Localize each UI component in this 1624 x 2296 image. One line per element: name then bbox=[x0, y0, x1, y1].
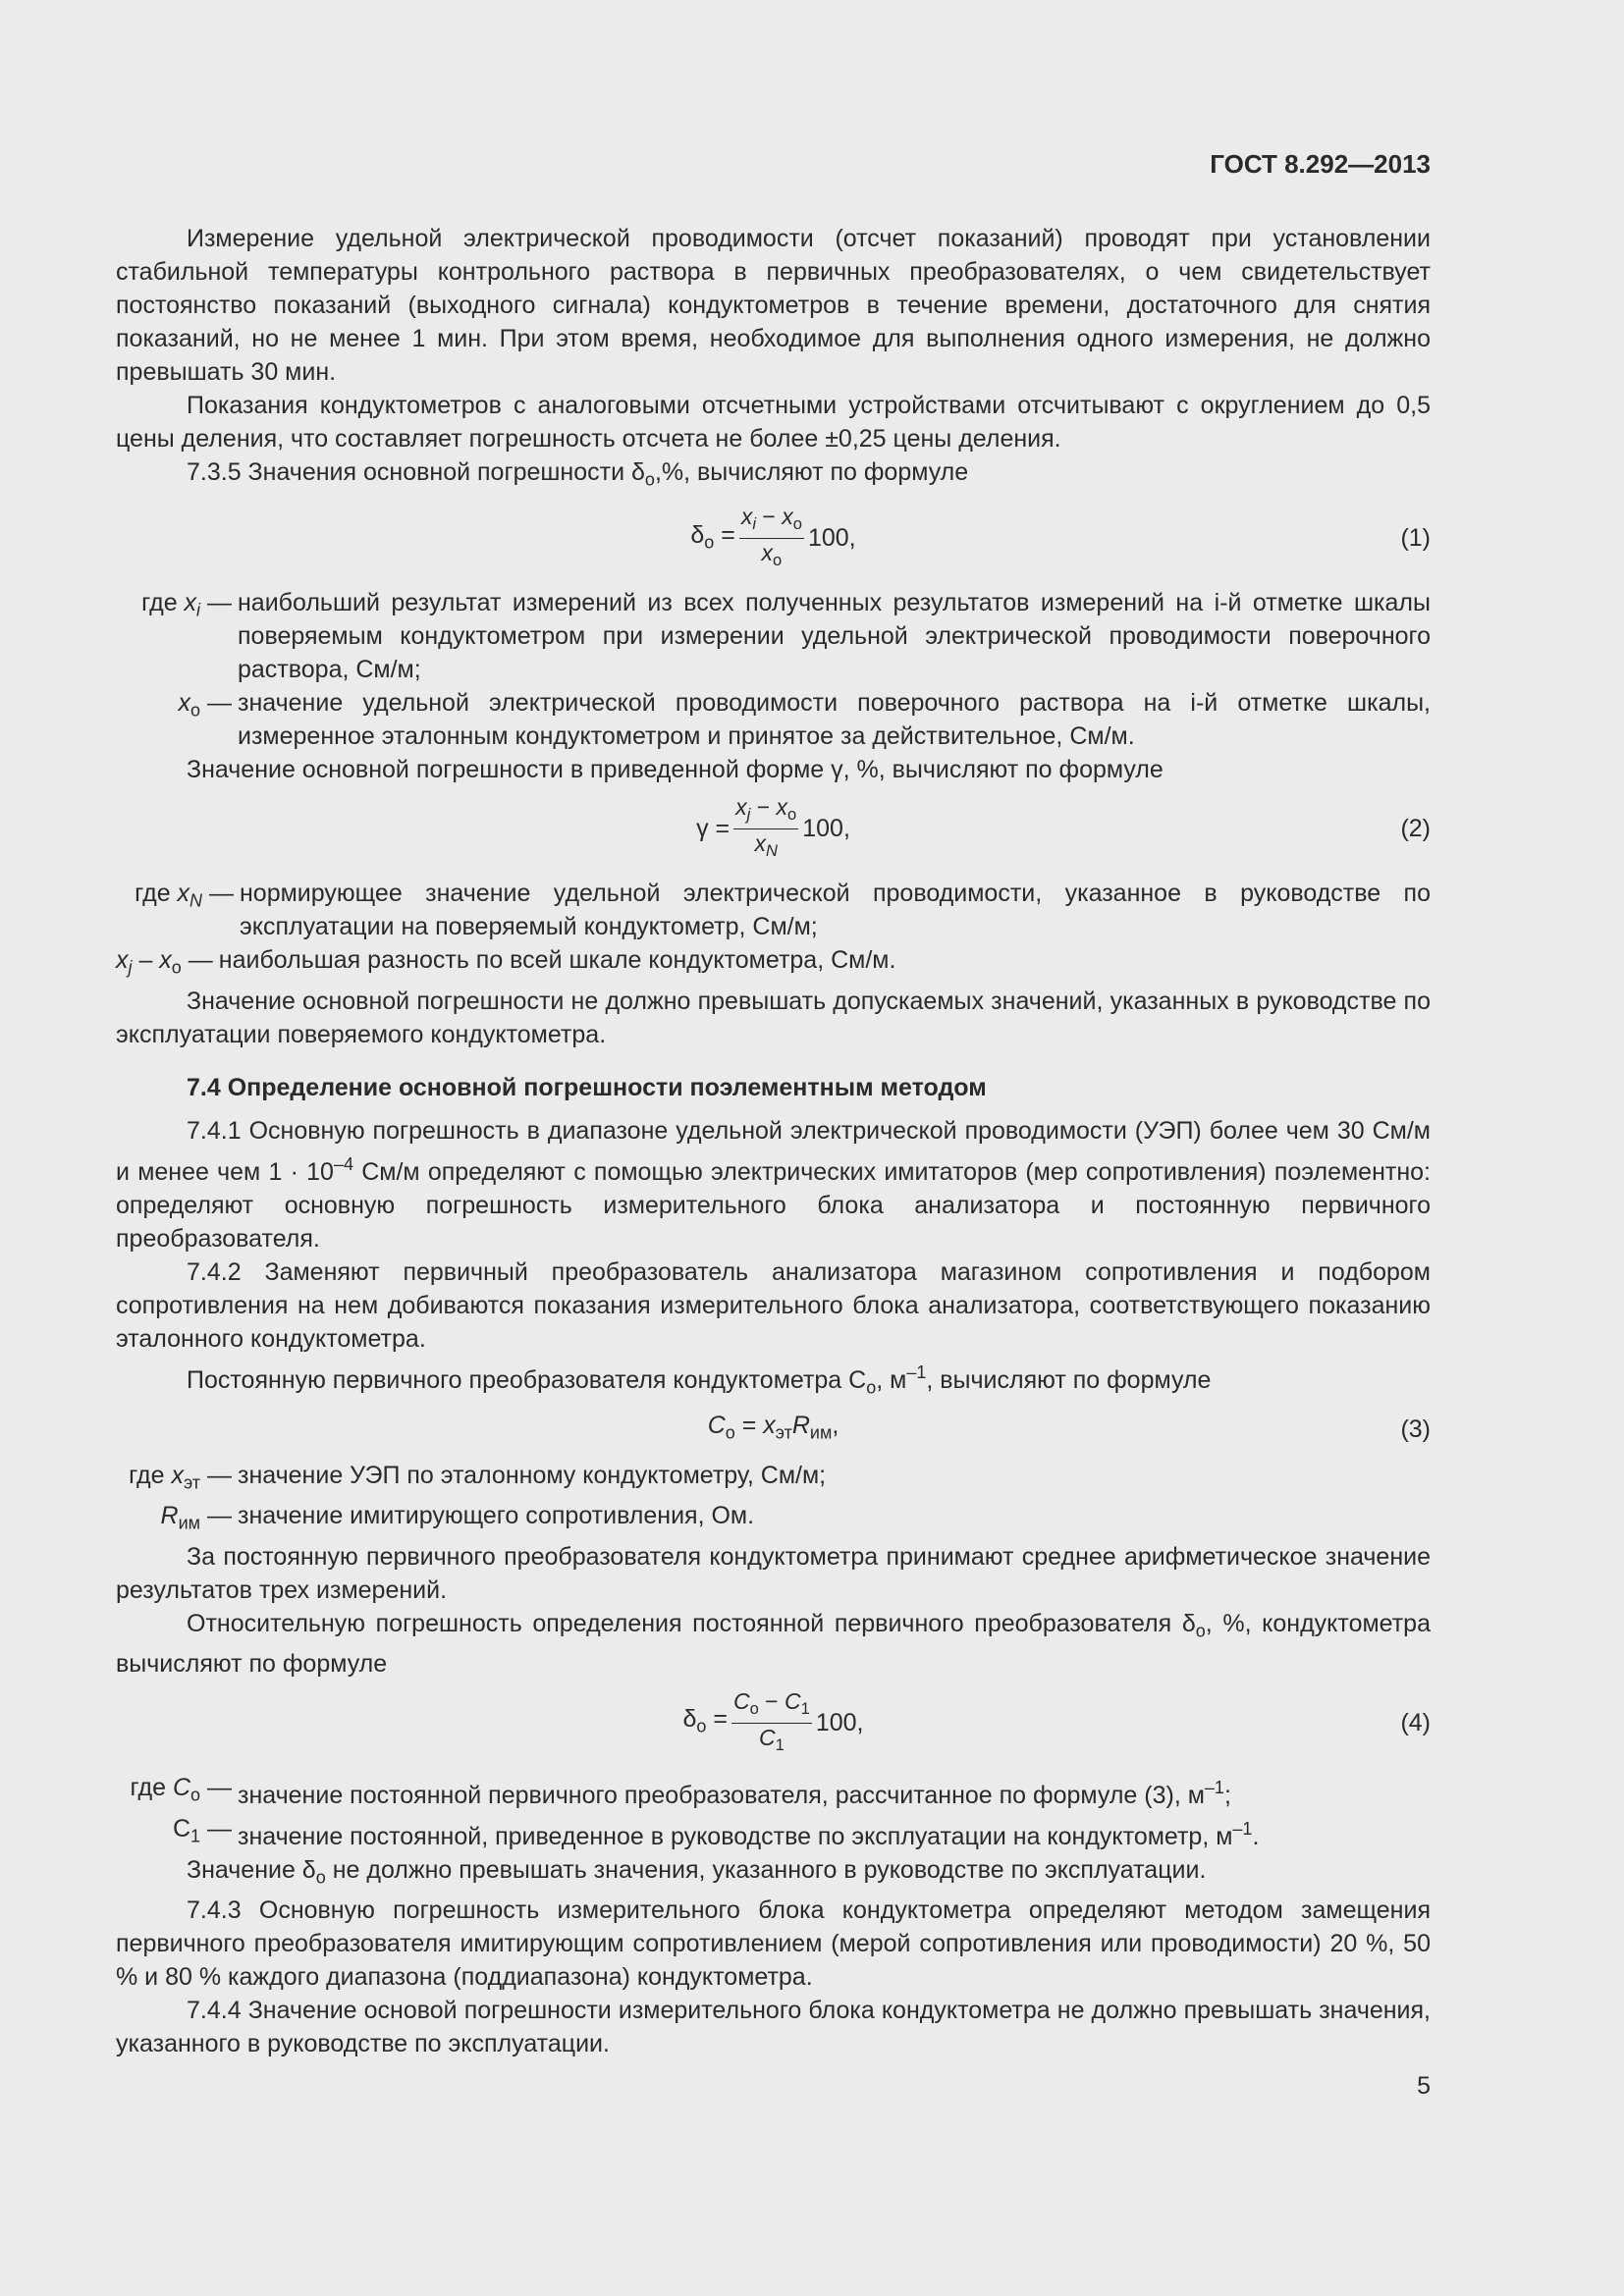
formula-2: γ = $\frac{x_j - x_о}{x_N}$ 100, (2) bbox=[696, 793, 1431, 860]
paragraph: 7.4.4 Значение основой погрешности измерительного блока кондуктометра не должно превышать значения, указанного в руководстве по эксплуатации. bbox=[116, 1997, 1431, 2058]
formula-number: (2) bbox=[1400, 815, 1431, 843]
section-heading: 7.4 Определение основной погрешности поэлементным методом bbox=[187, 1073, 987, 1101]
formula-number: (1) bbox=[1400, 524, 1431, 553]
formula-4: $\delta_о$ = $\frac{C_о - C_1}{C_1}$ 100, (4) bbox=[682, 1687, 1431, 1754]
paragraph: Относительную погрешность определения постоянной первичного преобразователя $\delta_о$, %, кондуктометра вычисляют по формуле bbox=[116, 1609, 1431, 1679]
paragraph: Показания кондуктометров с аналоговыми отсчетными устройствами отсчитывают с округлением до 0,5 цены деления, что составляет погрешность отсчета не более ±0,25 цены деления. bbox=[116, 392, 1431, 453]
formula-number: (4) bbox=[1400, 1709, 1431, 1737]
formula-3: $C_о = x_{эт}R_{им}$, (3) bbox=[116, 1408, 1431, 1451]
page-number: 5 bbox=[1417, 2072, 1431, 2100]
paragraph: Измерение удельной электрической проводимости (отсчет показаний) проводят при установлении стабильной температуры контрольного раствора в первичных преобразователях, о чем свидетельствует постоянство показаний (выходного сигнала) кондуктометров в течение времени, достаточного для снятия показаний, но не менее 1 мин. При этом время, необходимое для выполнения одного измерения, не должно превышать 30 мин. bbox=[116, 225, 1431, 386]
paragraph: Значение основной погрешности в приведенной форме γ, %, вычисляют по формуле bbox=[187, 756, 1164, 784]
legend-item: $x_j - x_о$ — наибольшая разность по всей шкале кондуктометра, См/м. bbox=[116, 946, 896, 978]
legend-item: $R_{им}$ — значение имитирующего сопротивления, Ом. bbox=[160, 1502, 755, 1533]
paragraph: 7.4.2 Заменяют первичный преобразователь анализатора магазином сопротивления и подбором сопротивления на нем добиваются показания измерительного блока анализатора, соответствующего показанию эталонного кондуктометра. bbox=[116, 1257, 1431, 1353]
legend-item: где $x_i$ — наибольший результат измерений из всех полученных результатов измерений на i-й отметке шкалы поверяемым кондуктометром при измерении удельной электрической проводимости поверочного раствора, См/м; bbox=[141, 589, 1431, 684]
paragraph: 7.4.1 Основную погрешность в диапазоне удельной электрической проводимости (УЭП) более чем 30 См/м и менее чем $1 \cdot 10^{-4}$ См/м определяют с помощью электрических имитаторов (мер сопротивления) поэлементно: определяют основную погрешность измерительного блока анализатора и постоянную первичного преобразователя. bbox=[116, 1116, 1431, 1253]
legend-item: где $C_о$ — значение постоянной первичного преобразователя, рассчитанное по формуле (3), $м^{-1}$; bbox=[130, 1774, 1231, 1810]
paragraph: Значение основной погрешности не должно превышать допускаемых значений, указанных в руководстве по эксплуатации поверяемого кондуктометра. bbox=[116, 987, 1431, 1048]
paragraph: За постоянную первичного преобразователя кондуктометра принимают среднее арифметическое значение результатов трех измерений. bbox=[116, 1542, 1431, 1604]
paragraph: 7.3.5 Значения основной погрешности $\delta_о,\%$, вычисляют по формуле bbox=[187, 458, 969, 490]
legend-item: где $x_{эт}$ — значение УЭП по эталонному кондуктометру, См/м; bbox=[129, 1461, 827, 1493]
body-text bbox=[116, 222, 1431, 2060]
paragraph: Постоянную первичного преобразователя кондуктометра $C_о$, $м^{-1}$, вычисляют по формуле bbox=[187, 1362, 1212, 1397]
paragraph: 7.4.3 Основную погрешность измерительного блока кондуктометра определяют методом замещения первичного преобразователя имитирующим сопротивлением (мерой сопротивления или проводимости) 20 %, 50 % и 80 % каждого диапазона (поддиапазона) кондуктометра. bbox=[116, 1896, 1431, 1992]
document-header: ГОСТ 8.292—2013 bbox=[1210, 149, 1431, 179]
formula-number: (3) bbox=[1400, 1415, 1431, 1443]
paragraph: Значение $\delta_о$ не должно превышать значения, указанного в руководстве по эксплуатации. bbox=[187, 1855, 1207, 1888]
legend-item: $C_1$ — значение постоянной, приведенное в руководстве по эксплуатации на кондуктометр, $м^{-1}$. bbox=[172, 1815, 1260, 1850]
legend-item: $x_о$ — значение удельной электрической проводимости поверочного раствора на i-й отметке шкалы, измеренное эталонным кондуктометром и принятое за действительное, См/м. bbox=[178, 689, 1431, 751]
legend-item: где $x_N$ — нормирующее значение удельной электрической проводимости, указанное в руководстве по эксплуатации на поверяемый кондуктометр, См/м; bbox=[135, 880, 1431, 941]
formula-1: $\delta_о$ = $\frac{x_i - x_о}{x_о}$ 100, (1) bbox=[690, 503, 1431, 569]
